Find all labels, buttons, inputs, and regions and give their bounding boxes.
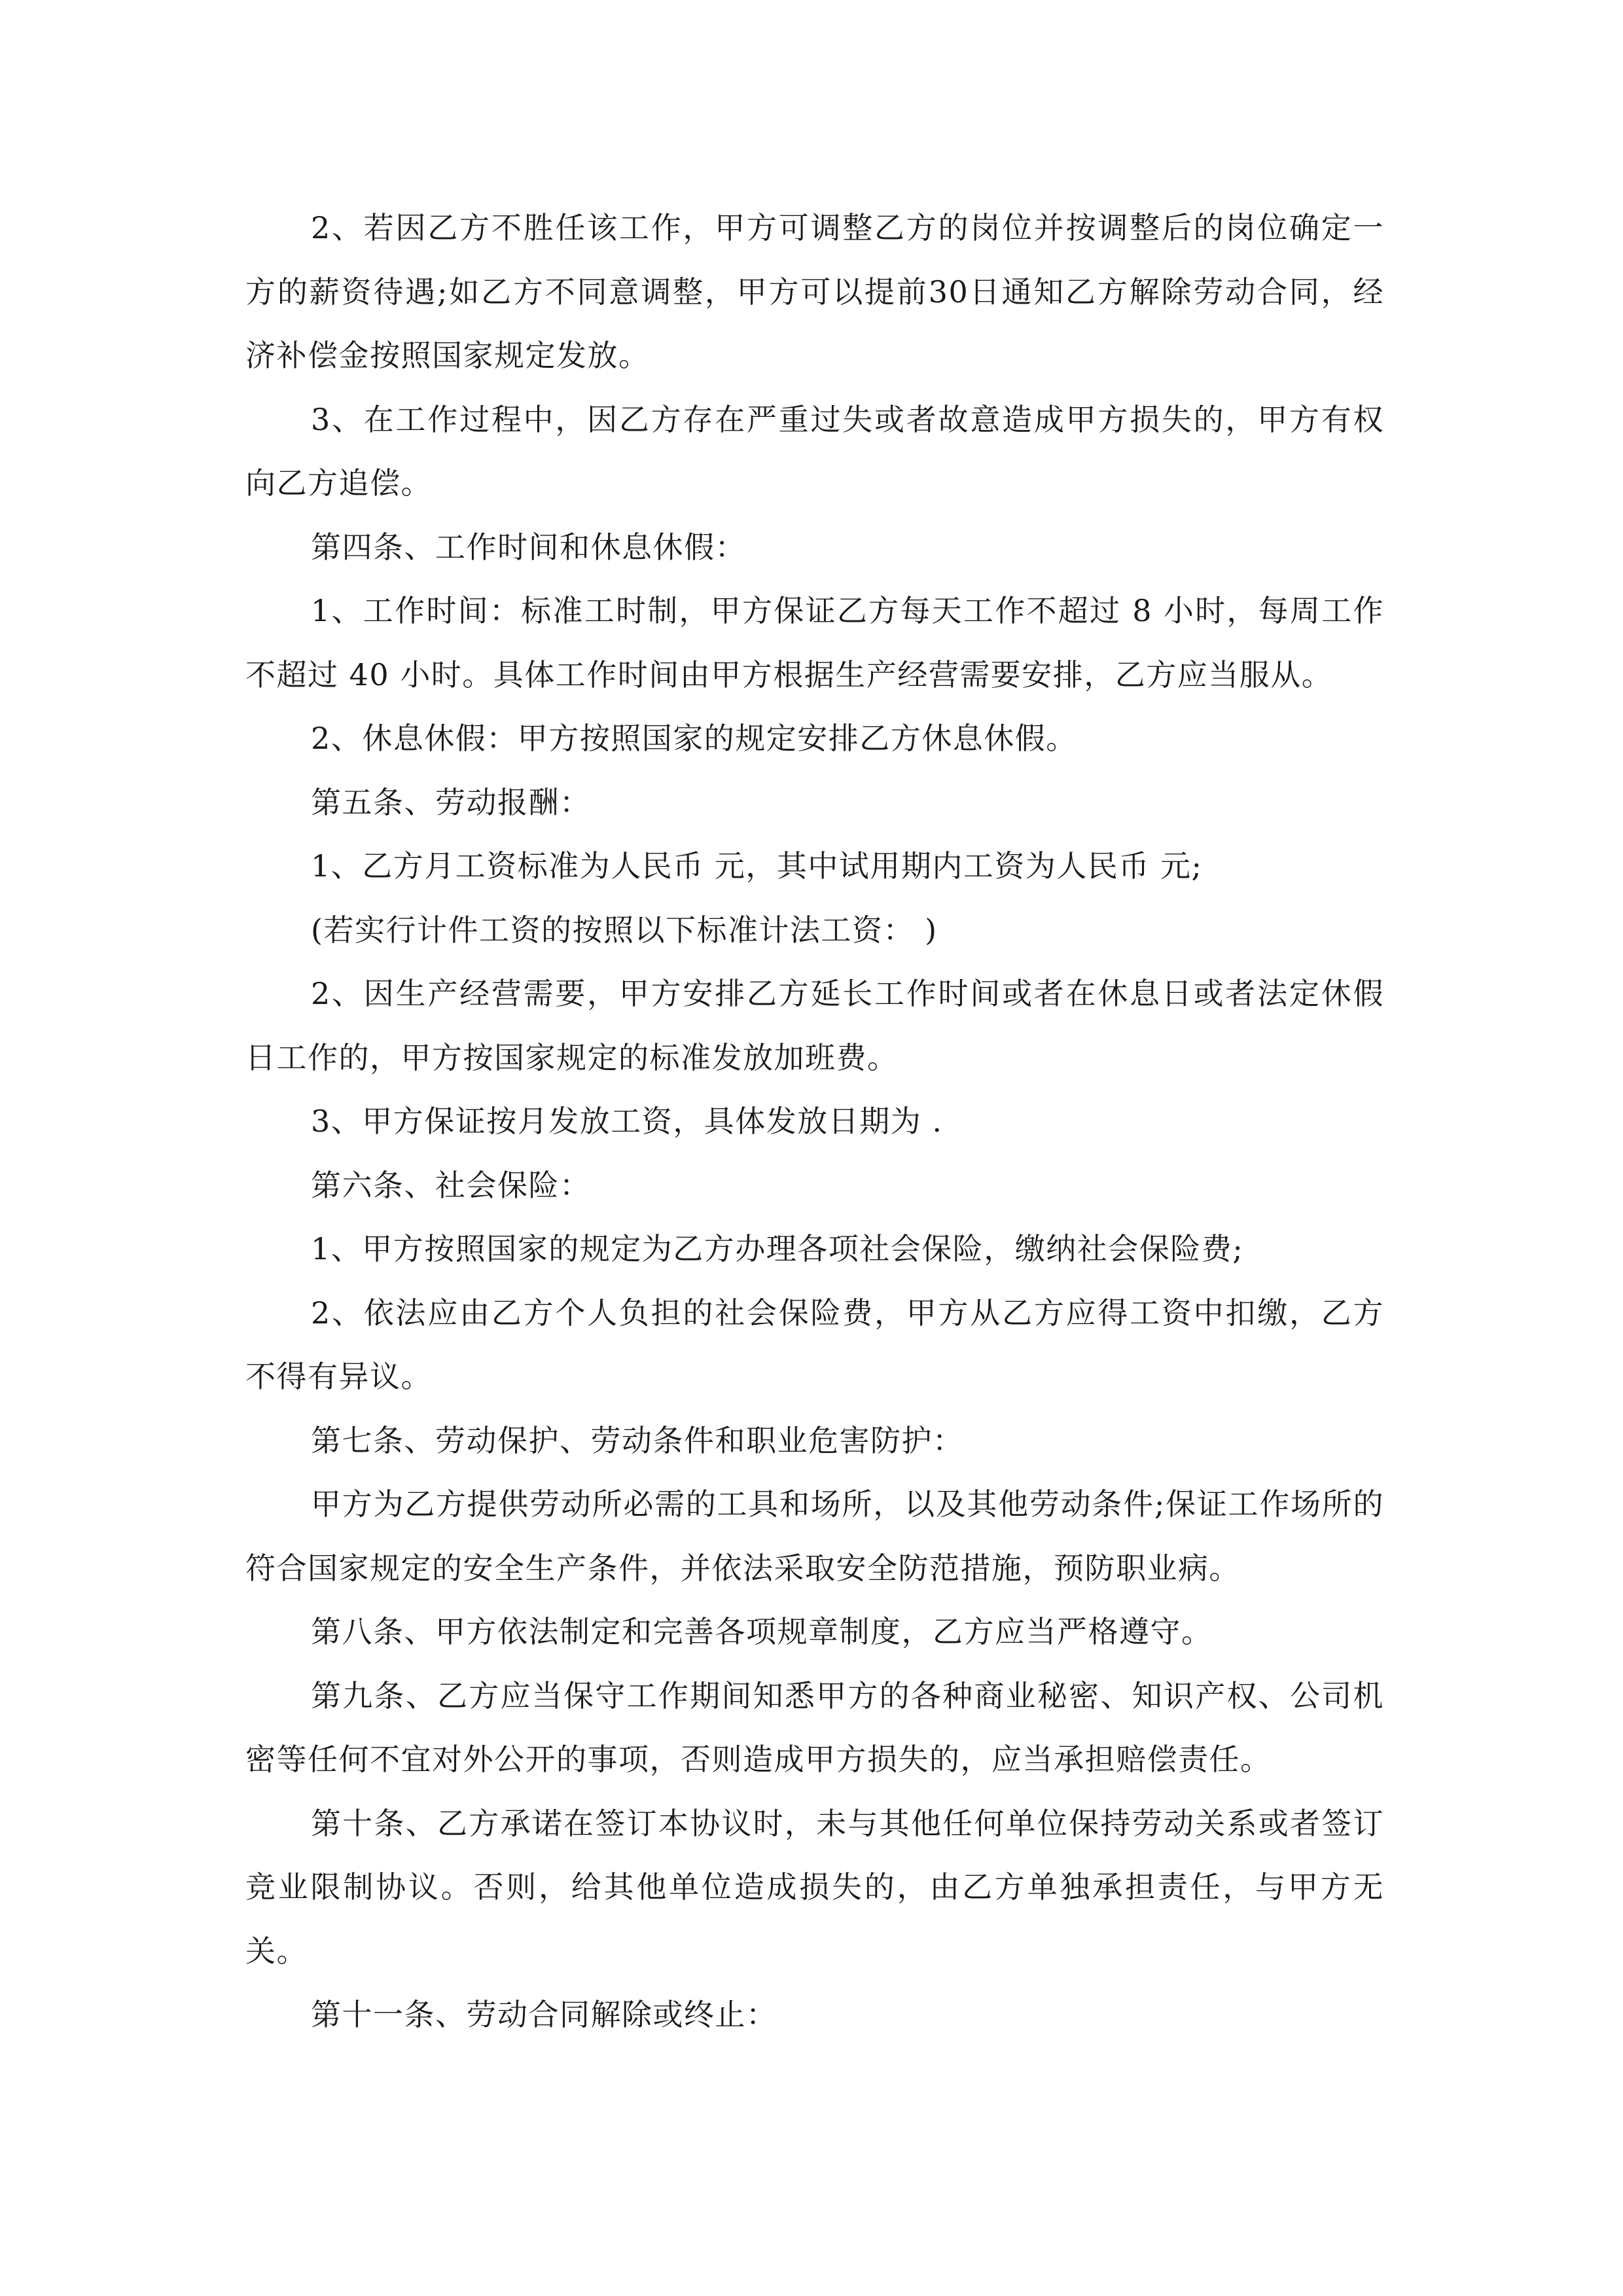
paragraph-article-4-item-1: 1、工作时间：标准工时制，甲方保证乙方每天工作不超过 8 小时，每周工作不超过 40 小时。具体工作时间由甲方根据生产经营需要安排，乙方应当服从。 — [245, 593, 1384, 692]
paragraph-article-4-item-2: 2、休息休假：甲方按照国家的规定安排乙方休息休假。 — [311, 721, 1077, 756]
paragraph-clause-3-item-2: 2、若因乙方不胜任该工作，甲方可调整乙方的岗位并按调整后的岗位确定一方的薪资待遇;如乙方不同意调整，甲方可以提前30日通知乙方解除劳动合同，经济补偿金按照国家规定发放。 — [245, 210, 1384, 373]
paragraph-article-9: 第九条、乙方应当保守工作期间知悉甲方的各种商业秘密、知识产权、公司机密等任何不宜对外公开的事项，否则造成甲方损失的，应当承担赔偿责任。 — [245, 1677, 1384, 1777]
paragraph-article-6-item-2: 2、依法应由乙方个人负担的社会保险费，甲方从乙方应得工资中扣缴，乙方不得有异议。 — [245, 1295, 1384, 1394]
paragraph-article-8: 第八条、甲方依法制定和完善各项规章制度，乙方应当严格遵守。 — [311, 1614, 1213, 1649]
paragraph-article-5-note: (若实行计件工资的按照以下标准计法工资： ) — [311, 912, 938, 948]
paragraph-clause-3-item-3: 3、在工作过程中，因乙方存在严重过失或者故意造成甲方损失的，甲方有权向乙方追偿。 — [245, 401, 1384, 501]
paragraph-article-5-item-2: 2、因生产经营需要，甲方安排乙方延长工作时间或者在休息日或者法定休假日工作的，甲方按国家规定的标准发放加班费。 — [245, 976, 1384, 1075]
paragraph-article-5-item-3: 3、甲方保证按月发放工资，具体发放日期为 . — [311, 1103, 943, 1139]
heading-article-4: 第四条、工作时间和休息休假： — [311, 529, 746, 565]
heading-article-7: 第七条、劳动保护、劳动条件和职业危害防护： — [311, 1422, 964, 1458]
heading-article-11: 第十一条、劳动合同解除或终止： — [311, 1997, 777, 2032]
heading-article-5: 第五条、劳动报酬： — [311, 784, 591, 820]
heading-article-6: 第六条、社会保险： — [311, 1167, 591, 1203]
document-body — [245, 196, 1384, 2047]
paragraph-article-5-item-1: 1、乙方月工资标准为人民币 元，其中试用期内工资为人民币 元; — [311, 848, 1203, 884]
paragraph-article-7-body: 甲方为乙方提供劳动所必需的工具和场所，以及其他劳动条件;保证工作场所的符合国家规定的安全生产条件，并依法采取安全防范措施，预防职业病。 — [245, 1486, 1384, 1586]
paragraph-article-10: 第十条、乙方承诺在签订本协议时，未与其他任何单位保持劳动关系或者签订竞业限制协议。否则，给其他单位造成损失的，由乙方单独承担责任，与甲方无关。 — [245, 1805, 1384, 1969]
paragraph-article-6-item-1: 1、甲方按照国家的规定为乙方办理各项社会保险，缴纳社会保险费; — [311, 1231, 1244, 1266]
